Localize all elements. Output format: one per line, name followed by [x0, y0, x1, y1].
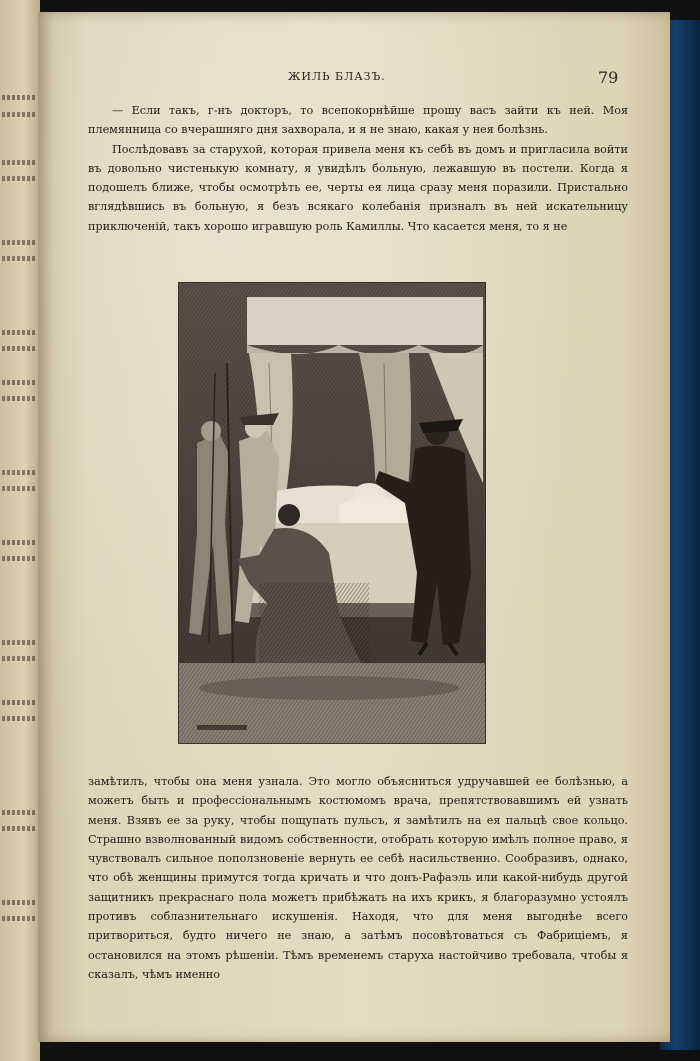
running-head: ЖИЛЬ БЛАЗЪ.: [288, 70, 386, 83]
text-block-top: [88, 101, 628, 236]
adjacent-page-edge: [0, 0, 40, 1061]
paragraph: замѣтилъ, чтобы она меня узнала. Это могло объясниться удручавшей ее болѣзнью, а можетъ быть и профессіональнымъ костюмомъ врача, препятствовавшимъ ей узнать меня. Взявъ ее за руку, чтобы пощупать пульсъ, я замѣтилъ на ея пальцѣ свое кольцо. Страшно взволнованный видомъ собственности, отобрать которую имѣлъ полное право, я чувствовалъ сильное поползновеніе вернуть ее себѣ насильственно. Сообразивъ, однако, что обѣ женщины примутся тогда кричать и что донъ-Рафаэль или какой-нибудь другой защитникъ прекраснаго пола можетъ прибѣжать на ихъ крикъ, я благоразумно устоялъ противъ соблазнительнаго искушенія. Находя, что для меня выгоднѣе всего притвориться, будто ничего не знаю, а затѣмъ посовѣтоваться съ Фабриціемъ, я остановился на этомъ рѣшеніи. Тѣмъ временемъ старуха настойчиво требовала, чтобы я сказалъ, чѣмъ именно: [88, 775, 628, 981]
text-block-bottom: [88, 772, 628, 984]
book-page: [38, 12, 670, 1042]
paragraph: — Если такъ, г-нъ докторъ, то всепокорнѣйше прошу васъ зайти къ ней. Моя племянница со вчерашняго дня захворала, и я не знаю, какая у нея болѣзнь.: [88, 104, 628, 137]
engraving-drawing: [179, 283, 485, 743]
paragraph: Послѣдовавъ за старухой, которая привела меня къ себѣ въ домъ и пригласила войти въ довольно чистенькую комнату, я увидѣлъ больную, лежавшую въ постели. Когда я подошелъ ближе, чтобы осмотрѣть ее, черты ея лица сразу меня поразили. Пристально вглядѣвшись въ больную, я безъ всякаго колебанія призналъ въ ней искательницу приключеній, такъ хорошо игравшую роль Камиллы. Что касается меня, то я не: [88, 142, 628, 233]
page-number: 79: [598, 68, 619, 87]
engraving-illustration: [178, 282, 486, 744]
